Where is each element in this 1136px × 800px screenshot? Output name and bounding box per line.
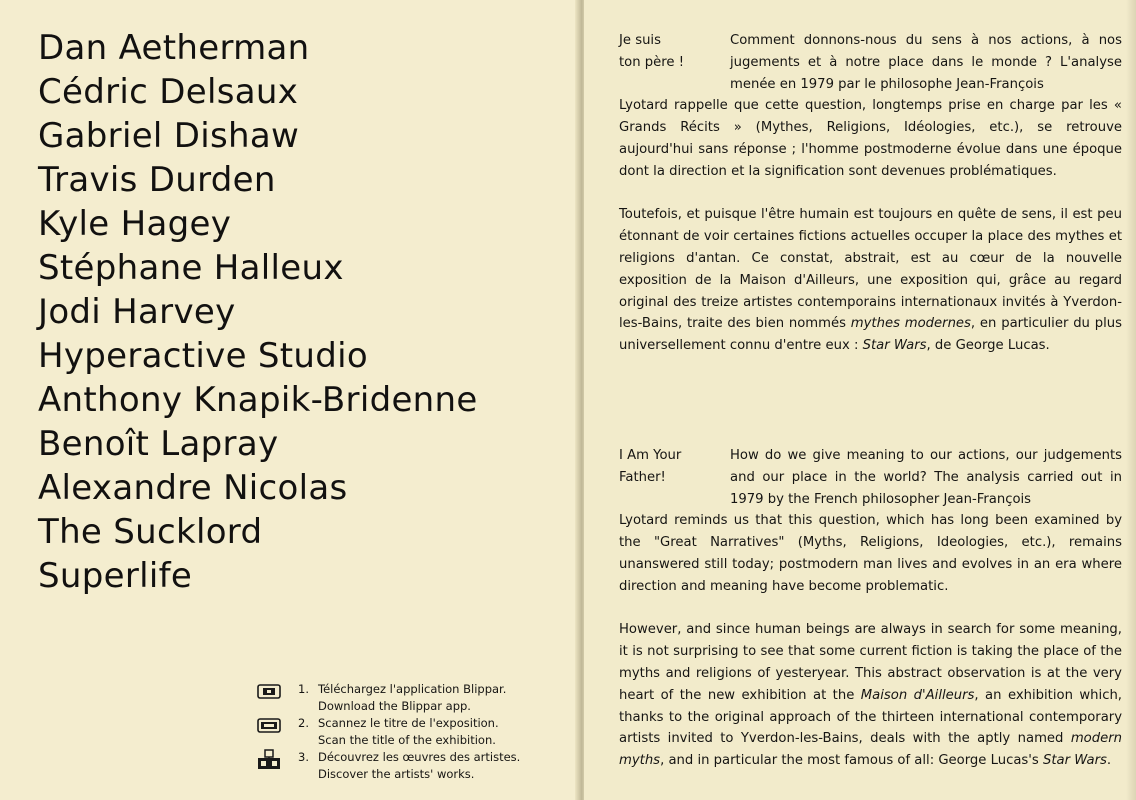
- step-number: 2.: [298, 716, 309, 730]
- artist-name: Alexandre Nicolas: [38, 468, 348, 508]
- artist-name: Kyle Hagey: [38, 204, 232, 244]
- step-text: [318, 715, 499, 748]
- emphasis-text: Star Wars: [1042, 753, 1107, 769]
- phone-app-icon: [256, 680, 282, 702]
- phone-scan-icon: [256, 714, 282, 736]
- step-number: 1.: [298, 682, 309, 696]
- step-text: [318, 681, 506, 714]
- artist-name: Gabriel Dishaw: [38, 116, 300, 156]
- step-text-fr: Téléchargez l'application Blippar.: [318, 682, 507, 696]
- page-edge-shadow: [1126, 0, 1136, 800]
- english-text-section: [619, 445, 1122, 772]
- artist-name: Benoît Lapray: [38, 424, 279, 464]
- step-text-en: Download the Blippar app.: [318, 698, 471, 713]
- english-lead-continued: Lyotard reminds us that this question, which has long been examined by the "Great Narratives" (Myths, Religions, Ideologies, etc.), remains unanswered still today; postmodern man lives and evolves in an era where direction and meaning have become problematic.: [619, 513, 1122, 594]
- step-text: [318, 749, 520, 782]
- artist-name: Superlife: [38, 556, 193, 596]
- step-text-en: Discover the artists' works.: [318, 766, 475, 781]
- artist-name: Jodi Harvey: [38, 292, 236, 332]
- english-paragraph-2: [619, 619, 1122, 772]
- step-text-en: Scan the title of the exhibition.: [318, 732, 496, 747]
- text-run: , and in particular the most famous of all: George Lucas's: [660, 753, 1043, 769]
- french-text-section: [619, 30, 1122, 357]
- artist-name: Cédric Delsaux: [38, 72, 299, 112]
- text-run: , de George Lucas.: [926, 338, 1050, 354]
- emphasis-text: Star Wars: [862, 338, 927, 354]
- text-run: , an exhibition which, thanks to the original approach of the thirteen international contemporary artists invited to Yverdon-les-Bains, deals with the aptly named: [619, 687, 1122, 747]
- step-text-fr: Scannez le titre de l'exposition.: [318, 716, 499, 730]
- text-run: Toutefois, et puisque l'être humain est toujours en quête de sens, il est peu étonnant de voir certaines fictions actuelles occuper la place des mythes et religions d'antan. Ce constat, abstrait, est au cœur de la nouvelle exposition de la Maison d'Ailleurs, une exposition qui, grâce au regard original des treize artistes contemporains internationaux invités à Yverdon-les-Bains, traite des bien nommés: [619, 207, 1122, 332]
- artist-name: Anthony Knapik-Bridenne: [38, 380, 478, 420]
- text-run: However, and since human beings are always in search for some meaning, it is not surprising to see that some current fiction is taking the place of the myths and religions of yesteryear. This abstract observation is at the very heart of the new exhibition at the: [619, 622, 1122, 703]
- artist-name: The Sucklord: [38, 512, 263, 552]
- artist-name: Travis Durden: [38, 160, 276, 200]
- english-heading: I Am Your Father!: [619, 448, 682, 485]
- emphasis-text: modern myths: [619, 731, 1122, 769]
- french-heading: Je suis ton père !: [619, 33, 684, 70]
- artist-list: [38, 26, 478, 598]
- text-run: .: [1106, 753, 1112, 769]
- french-lead: Comment donnons-nous du sens à nos actions, à nos jugements et à notre place dans le monde ? L'analyse menée en 1979 par le philosophe Jean-François: [730, 33, 1122, 92]
- artist-name: Stéphane Halleux: [38, 248, 344, 288]
- step-number: 3.: [298, 750, 309, 764]
- emphasis-text: mythes modernes: [850, 316, 971, 332]
- artworks-icon: [256, 748, 282, 770]
- artist-name: Hyperactive Studio: [38, 336, 369, 376]
- step-text-fr: Découvrez les œuvres des artistes.: [318, 750, 521, 764]
- artist-name: Dan Aetherman: [38, 28, 310, 68]
- french-lead-continued: Lyotard rappelle que cette question, longtemps prise en charge par les « Grands Récits » (Mythes, Religions, Idéologies, etc.), se retrouve aujourd'hui sans réponse ; l'homme postmoderne évolue dans une époque dont la direction et la signification sont devenues problématiques.: [619, 98, 1122, 179]
- text-run: , en particulier du plus universellement connu d'entre eux :: [619, 316, 1122, 354]
- emphasis-text: Maison d'Ailleurs: [860, 687, 975, 703]
- french-paragraph-2: [619, 204, 1122, 357]
- english-lead: How do we give meaning to our actions, our judgements and our place in the world? The analysis carried out in 1979 by the French philosopher Jean-François: [730, 448, 1122, 507]
